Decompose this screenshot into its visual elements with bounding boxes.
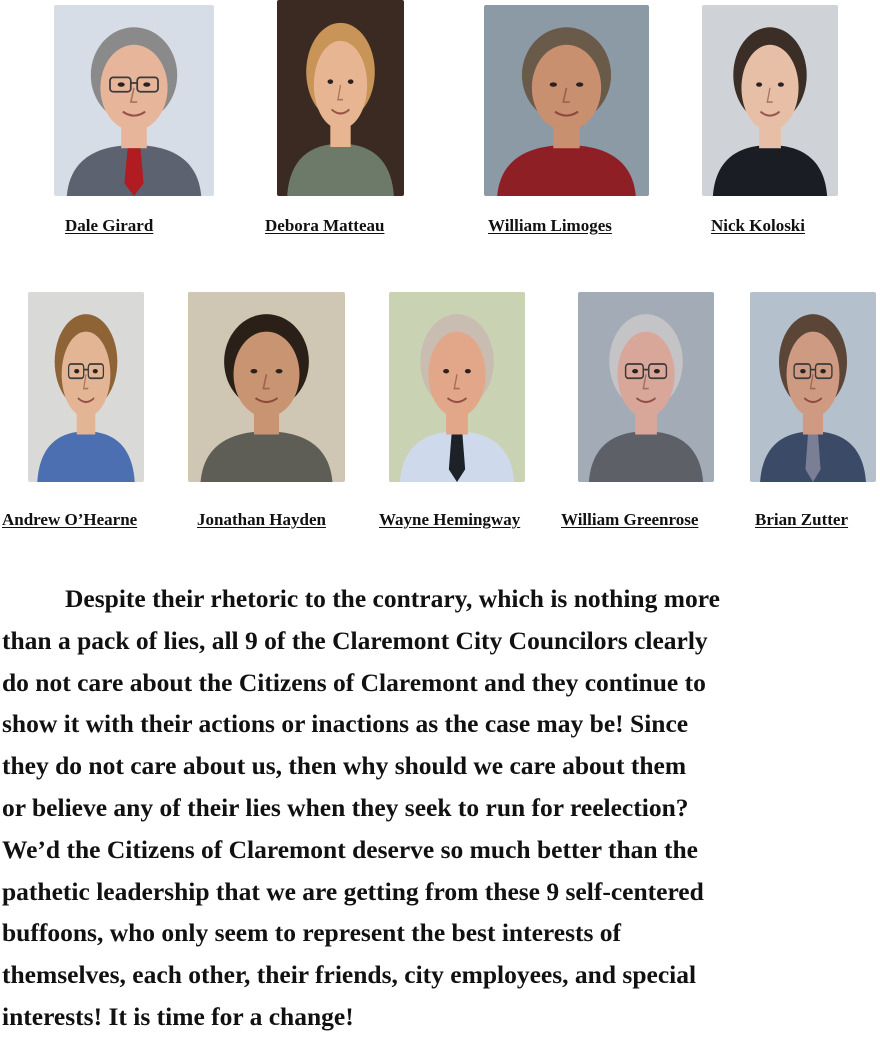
portrait-jonathan-hayden (188, 292, 345, 482)
portrait-illustration (54, 5, 214, 196)
portrait-illustration (389, 292, 525, 482)
caption-brian-zutter: Brian Zutter (755, 510, 849, 529)
body-paragraph (2, 578, 880, 1038)
portrait-eye (654, 369, 660, 373)
caption-jonathan-hayden: Jonathan Hayden (197, 510, 326, 529)
paragraph-line: show it with their actions or inactions as the case may be! Since (2, 709, 689, 739)
portrait-debora-matteau (277, 0, 404, 196)
caption-william-limoges: William Limoges (488, 216, 612, 235)
portrait-william-greenrose (578, 292, 714, 482)
portrait-eye (820, 369, 826, 373)
portrait-eye (328, 79, 334, 84)
caption-nick-koloski: Nick Koloski (711, 216, 805, 235)
caption-andrew-ohearne: Andrew O’Hearne (2, 510, 138, 529)
portrait-eye (756, 82, 762, 86)
paragraph-line: Despite their rhetoric to the contrary, which is nothing more (65, 584, 720, 613)
paragraph-line: than a pack of lies, all 9 of the Claremont City Councilors clearly (2, 625, 708, 655)
portrait-illustration (578, 292, 714, 482)
portrait-eye (93, 369, 98, 373)
portrait-dale-girard (54, 5, 214, 196)
portrait-illustration (484, 5, 649, 196)
portrait-brian-zutter (750, 292, 876, 482)
paragraph-line: or believe any of their lies when they seek to run for reelection? (2, 792, 689, 822)
portrait-william-limoges (484, 5, 649, 196)
caption-debora-matteau: Debora Matteau (265, 216, 385, 235)
caption-william-greenrose: William Greenrose (561, 510, 699, 529)
portrait-eye (143, 82, 150, 86)
portrait-wayne-hemingway (389, 292, 525, 482)
portrait-eye (348, 79, 354, 84)
portrait-nick-koloski (702, 5, 838, 196)
portrait-eye (800, 369, 806, 373)
portrait-eye (465, 369, 471, 373)
paragraph-line: themselves, each other, their friends, city employees, and special (2, 960, 697, 990)
portrait-illustration (28, 292, 144, 482)
paragraph-line: pathetic leadership that we are getting from these 9 self-centered (2, 876, 704, 906)
caption-wayne-hemingway: Wayne Hemingway (379, 510, 521, 529)
portrait-illustration (277, 0, 404, 196)
portrait-eye (632, 369, 638, 373)
portrait-eye (778, 82, 784, 86)
paragraph-line: buffoons, who only seem to represent the best interests of (2, 918, 622, 948)
portrait-face (741, 45, 798, 131)
portrait-illustration (702, 5, 838, 196)
paragraph-line: We’d the Citizens of Claremont deserve so much better than the (2, 834, 698, 864)
portrait-eye (276, 369, 283, 373)
portrait-eye (250, 369, 257, 373)
portrait-eye (576, 82, 583, 86)
paragraph-line: they do not care about us, then why should we care about them (2, 751, 687, 781)
portrait-eye (443, 369, 449, 373)
portrait-andrew-ohearne (28, 292, 144, 482)
paragraph-line: interests! It is time for a change! (2, 1001, 354, 1031)
portrait-eye (118, 82, 125, 86)
portrait-illustration (188, 292, 345, 482)
portrait-eye (74, 369, 79, 373)
portrait-illustration (750, 292, 876, 482)
paragraph-line: do not care about the Citizens of Claremont and they continue to (2, 667, 706, 697)
caption-dale-girard: Dale Girard (65, 216, 154, 235)
portrait-face (532, 45, 601, 131)
portrait-eye (550, 82, 557, 86)
